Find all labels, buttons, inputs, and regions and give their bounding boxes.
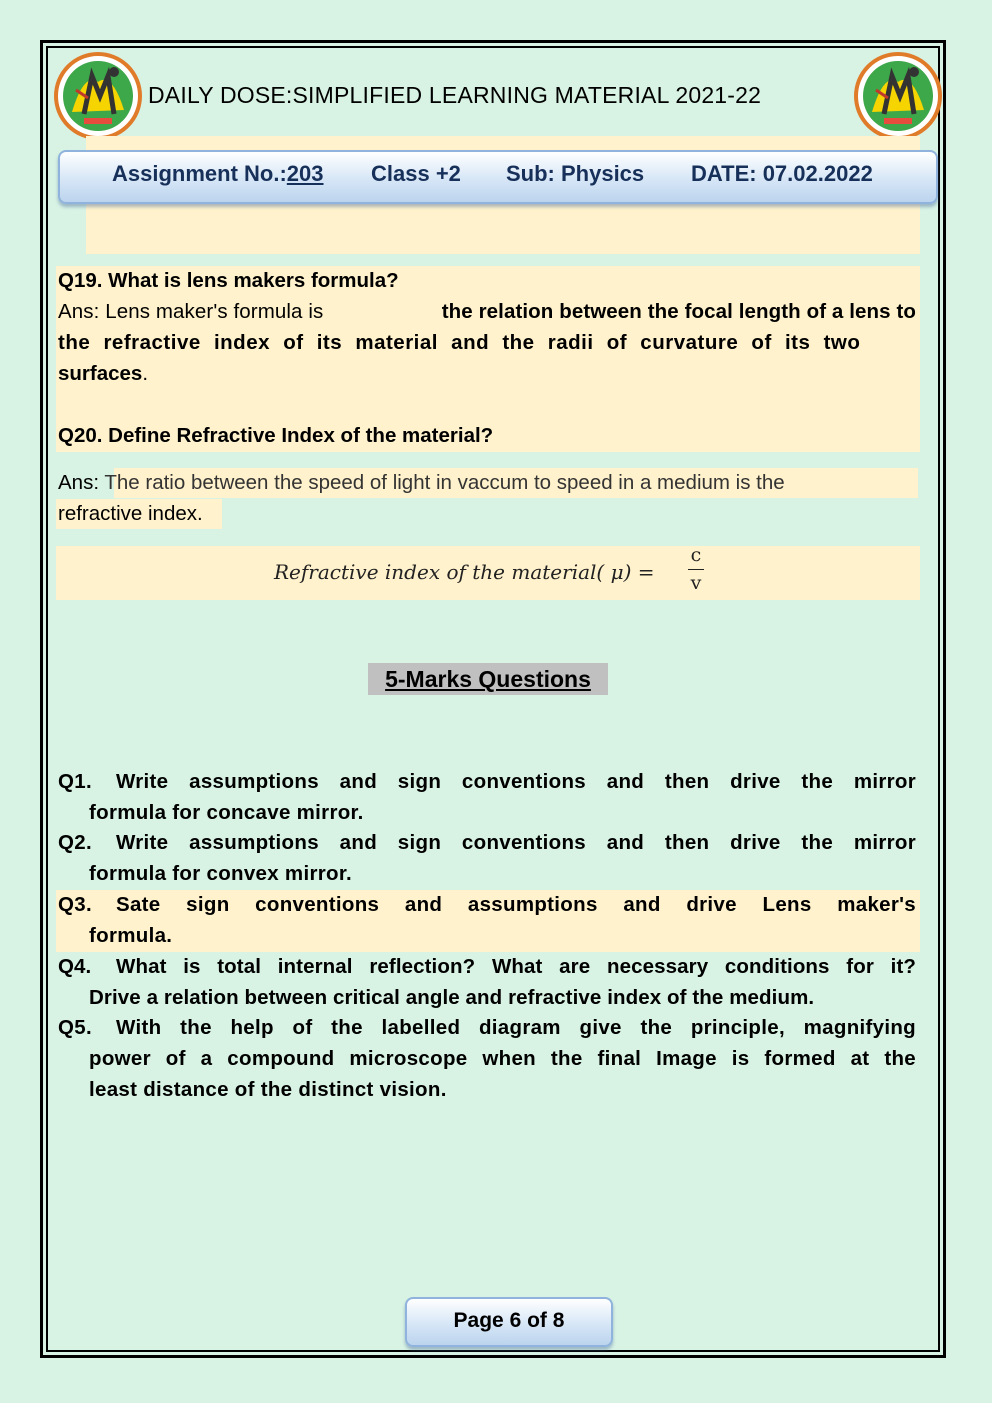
school-logo-left xyxy=(54,52,142,140)
class-label: Class +2 xyxy=(371,161,461,186)
q19-answer-line1: Ans: Lens maker's formula is the relation between the focal length of a lens to xyxy=(58,300,916,323)
formula-fraction xyxy=(688,544,704,594)
q5-list-item: Q1. Write assumptions and sign conventions and then drive the mirror formula for concave mirror. xyxy=(58,770,916,824)
q5-list-item: Q5. With the help of the labelled diagram give the principle, magnifying power of a compound microscope when the final Image is formed at the least distance of the distinct vision. xyxy=(58,1016,916,1101)
subject-label: Sub: Physics xyxy=(506,161,645,186)
q5-list-item: Q3. Sate sign conventions and assumptions and drive Lens maker's formula. xyxy=(58,893,916,947)
q19-answer-line3: surfaces. xyxy=(58,362,149,385)
date-label: DATE: 07.02.2022 xyxy=(691,161,873,186)
document-title: DAILY DOSE:SIMPLIFIED LEARNING MATERIAL 2021-22 xyxy=(148,82,762,108)
q5-list-item: Q4. What is total internal reflection? What are necessary conditions for it? Drive a relation between critical angle and refractive index of the medium. xyxy=(58,955,916,1009)
q5-list-item: Q2. Write assumptions and sign conventions and then drive the mirror formula for convex mirror. xyxy=(58,831,916,885)
fraction-numerator: c xyxy=(690,544,702,566)
page-number: Page 6 of 8 xyxy=(405,1297,613,1347)
school-logo-right xyxy=(854,52,942,140)
refractive-index-formula: Refractive index of the material( μ) = xyxy=(274,560,655,584)
section-title: 5-Marks Questions xyxy=(368,663,608,695)
q20-answer-line1: Ans: The ratio between the speed of light in vaccum to speed in a medium is the xyxy=(58,471,785,494)
q20-question: Q20. Define Refractive Index of the material? xyxy=(58,424,494,447)
q19-question: Q19. What is lens makers formula? xyxy=(58,269,399,292)
q19-answer-line2: the refractive index of its material and the radii of curvature of its two xyxy=(58,331,861,354)
fraction-denominator: v xyxy=(690,572,702,594)
assignment-number: Assignment No.:203 xyxy=(112,161,324,186)
q20-answer-line2: refractive index. xyxy=(58,502,203,525)
